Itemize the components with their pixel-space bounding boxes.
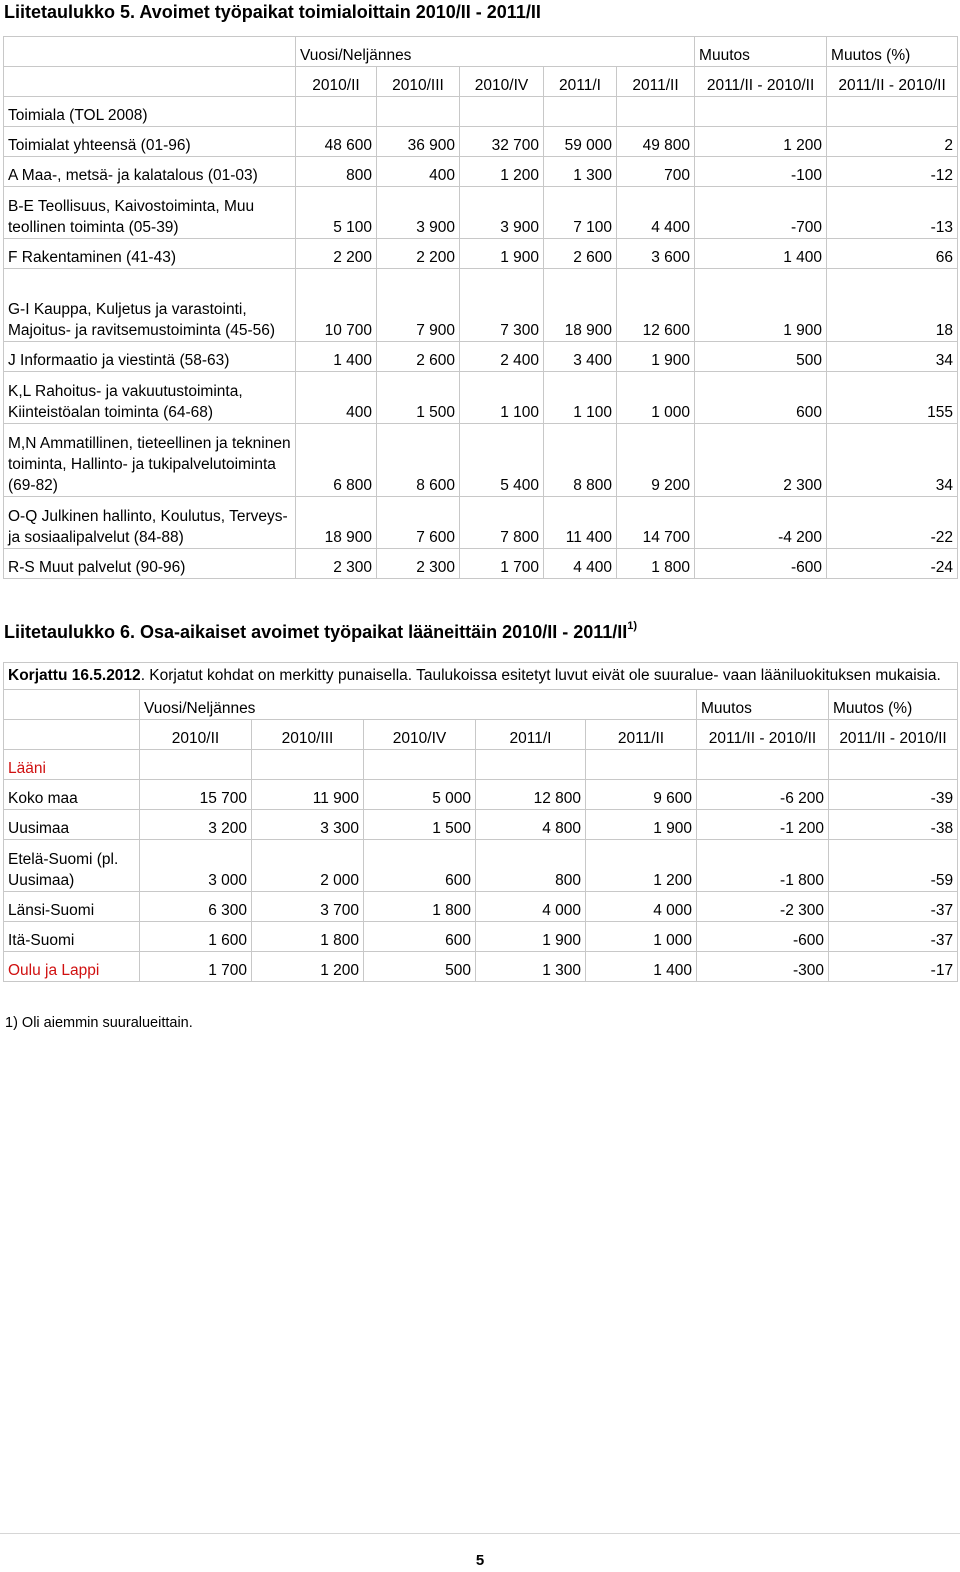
value-cell: 7 600 <box>377 497 460 549</box>
value-cell: 400 <box>377 157 460 187</box>
period-header: 2010/IV <box>364 720 476 750</box>
change-cell: 1 400 <box>695 239 827 269</box>
value-cell: 8 600 <box>377 424 460 497</box>
value-cell: 49 800 <box>617 127 695 157</box>
value-cell: 1 200 <box>460 157 544 187</box>
value-cell: 5 400 <box>460 424 544 497</box>
change-cell: -100 <box>695 157 827 187</box>
change-pct-cell: -39 <box>829 780 958 810</box>
table-row <box>4 187 958 239</box>
value-cell: 2 000 <box>252 840 364 892</box>
row-label: Etelä-Suomi (pl. Uusimaa) <box>4 840 140 892</box>
correction-note: Korjattu 16.5.2012. Korjatut kohdat on merkitty punaisella. Taulukoissa esitetyt luvut eivät ole suuralue- vaan lääniluokituksen mukaisia. <box>4 663 958 690</box>
value-cell: 7 100 <box>544 187 617 239</box>
row-label: J Informaatio ja viestintä (58-63) <box>4 342 296 372</box>
table-row <box>4 342 958 372</box>
change-pct-cell: -37 <box>829 922 958 952</box>
change-cell: -1 800 <box>697 840 829 892</box>
table-row <box>4 497 958 549</box>
value-cell: 12 600 <box>617 269 695 342</box>
value-cell: 9 600 <box>586 780 697 810</box>
corner-cell <box>4 37 296 67</box>
table6 <box>3 662 958 982</box>
value-cell: 1 600 <box>140 922 252 952</box>
value-cell: 1 200 <box>252 952 364 982</box>
change-pct-cell: -59 <box>829 840 958 892</box>
period-header: 2010/IV <box>460 67 544 97</box>
value-cell: 1 500 <box>377 372 460 424</box>
table-row <box>4 157 958 187</box>
change-cell: -4 200 <box>695 497 827 549</box>
value-cell: 1 100 <box>460 372 544 424</box>
table-row <box>4 780 958 810</box>
period-header: 2011/I <box>476 720 586 750</box>
period-header: 2011/II <box>617 67 695 97</box>
value-cell: 6 300 <box>140 892 252 922</box>
value-cell: 7 300 <box>460 269 544 342</box>
value-cell: 1 900 <box>476 922 586 952</box>
table-row <box>4 239 958 269</box>
value-cell: 3 000 <box>140 840 252 892</box>
row-label: Koko maa <box>4 780 140 810</box>
value-cell: 800 <box>476 840 586 892</box>
group-header: Vuosi/Neljännes <box>296 37 695 67</box>
table-row <box>4 549 958 579</box>
value-cell: 600 <box>364 922 476 952</box>
value-cell: 2 200 <box>377 239 460 269</box>
table5 <box>3 36 958 579</box>
change-pct-cell: -38 <box>829 810 958 840</box>
change-cell: 2 300 <box>695 424 827 497</box>
value-cell: 2 300 <box>296 549 377 579</box>
change-pct-header: Muutos (%) <box>827 37 958 67</box>
change-pct-cell: -17 <box>829 952 958 982</box>
table-row <box>4 840 958 892</box>
change-cell: -700 <box>695 187 827 239</box>
change-pct-header: Muutos (%) <box>829 690 958 720</box>
table-row <box>4 810 958 840</box>
change-cell: -6 200 <box>697 780 829 810</box>
value-cell: 800 <box>296 157 377 187</box>
table-row <box>4 424 958 497</box>
value-cell: 1 200 <box>586 840 697 892</box>
value-cell: 1 700 <box>140 952 252 982</box>
row-label: Uusimaa <box>4 810 140 840</box>
period-header: 2011/II <box>586 720 697 750</box>
row-label: Oulu ja Lappi <box>4 952 140 982</box>
period-header: 2010/III <box>252 720 364 750</box>
change-cell: 1 900 <box>695 269 827 342</box>
change-pct-cell: 34 <box>827 424 958 497</box>
value-cell: 2 200 <box>296 239 377 269</box>
row-label: G-I Kauppa, Kuljetus ja varastointi, Majoitus- ja ravitsemustoiminta (45-56) <box>4 269 296 342</box>
row-label: M,N Ammatillinen, tieteellinen ja tekninen toiminta, Hallinto- ja tukipalvelutoiminta (69-82) <box>4 424 296 497</box>
value-cell: 18 900 <box>296 497 377 549</box>
value-cell: 6 800 <box>296 424 377 497</box>
change-pct-period-header: 2011/II - 2010/II <box>829 720 958 750</box>
value-cell: 3 600 <box>617 239 695 269</box>
value-cell: 4 800 <box>476 810 586 840</box>
value-cell: 36 900 <box>377 127 460 157</box>
change-cell: -2 300 <box>697 892 829 922</box>
value-cell: 32 700 <box>460 127 544 157</box>
value-cell: 400 <box>296 372 377 424</box>
value-cell: 2 400 <box>460 342 544 372</box>
value-cell: 1 400 <box>586 952 697 982</box>
table-row <box>4 922 958 952</box>
change-cell: 500 <box>695 342 827 372</box>
value-cell: 1 300 <box>476 952 586 982</box>
change-header: Muutos <box>695 37 827 67</box>
value-cell: 4 400 <box>617 187 695 239</box>
row-header: Toimiala (TOL 2008) <box>4 97 296 127</box>
change-pct-cell: -12 <box>827 157 958 187</box>
value-cell: 1 900 <box>617 342 695 372</box>
value-cell: 4 000 <box>586 892 697 922</box>
row-label: Toimialat yhteensä (01-96) <box>4 127 296 157</box>
footer-divider <box>0 1533 960 1534</box>
value-cell: 7 900 <box>377 269 460 342</box>
change-pct-cell: -24 <box>827 549 958 579</box>
row-label: R-S Muut palvelut (90-96) <box>4 549 296 579</box>
table-row <box>4 127 958 157</box>
value-cell: 15 700 <box>140 780 252 810</box>
change-cell: -1 200 <box>697 810 829 840</box>
change-pct-cell: 34 <box>827 342 958 372</box>
value-cell: 18 900 <box>544 269 617 342</box>
value-cell: 59 000 <box>544 127 617 157</box>
group-header: Vuosi/Neljännes <box>140 690 697 720</box>
value-cell: 48 600 <box>296 127 377 157</box>
value-cell: 1 000 <box>617 372 695 424</box>
footnote: 1) Oli aiemmin suuralueittain. <box>5 1015 193 1031</box>
value-cell: 1 500 <box>364 810 476 840</box>
value-cell: 1 000 <box>586 922 697 952</box>
value-cell: 8 800 <box>544 424 617 497</box>
table5-title: Liitetaulukko 5. Avoimet työpaikat toimialoittain 2010/II - 2011/II <box>4 2 541 22</box>
change-pct-cell: -22 <box>827 497 958 549</box>
value-cell: 1 900 <box>460 239 544 269</box>
value-cell: 3 700 <box>252 892 364 922</box>
value-cell: 12 800 <box>476 780 586 810</box>
value-cell: 500 <box>364 952 476 982</box>
row-label: Itä-Suomi <box>4 922 140 952</box>
value-cell: 2 600 <box>544 239 617 269</box>
change-header: Muutos <box>697 690 829 720</box>
value-cell: 4 000 <box>476 892 586 922</box>
row-label: B-E Teollisuus, Kaivostoiminta, Muu teollinen toiminta (05-39) <box>4 187 296 239</box>
value-cell: 9 200 <box>617 424 695 497</box>
corner-cell <box>4 67 296 97</box>
value-cell: 1 700 <box>460 549 544 579</box>
table6-title: Liitetaulukko 6. Osa-aikaiset avoimet työpaikat lääneittäin 2010/II - 2011/II$^{1)}$ <box>4 620 638 642</box>
value-cell: 2 300 <box>377 549 460 579</box>
period-header: 2011/I <box>544 67 617 97</box>
value-cell: 1 800 <box>617 549 695 579</box>
change-cell: -600 <box>697 922 829 952</box>
corner-cell <box>4 720 140 750</box>
change-pct-period-header: 2011/II - 2010/II <box>827 67 958 97</box>
change-pct-cell: -13 <box>827 187 958 239</box>
value-cell: 5 100 <box>296 187 377 239</box>
value-cell: 5 000 <box>364 780 476 810</box>
value-cell: 10 700 <box>296 269 377 342</box>
row-label: K,L Rahoitus- ja vakuutustoiminta, Kiinteistöalan toiminta (64-68) <box>4 372 296 424</box>
value-cell: 1 900 <box>586 810 697 840</box>
table-row <box>4 952 958 982</box>
value-cell: 3 300 <box>252 810 364 840</box>
change-period-header: 2011/II - 2010/II <box>697 720 829 750</box>
period-header: 2010/II <box>140 720 252 750</box>
value-cell: 14 700 <box>617 497 695 549</box>
value-cell: 3 900 <box>460 187 544 239</box>
change-cell: -300 <box>697 952 829 982</box>
change-pct-cell: -37 <box>829 892 958 922</box>
change-pct-cell: 2 <box>827 127 958 157</box>
value-cell: 2 600 <box>377 342 460 372</box>
value-cell: 7 800 <box>460 497 544 549</box>
row-label: A Maa-, metsä- ja kalatalous (01-03) <box>4 157 296 187</box>
value-cell: 600 <box>364 840 476 892</box>
value-cell: 3 200 <box>140 810 252 840</box>
value-cell: 1 100 <box>544 372 617 424</box>
value-cell: 11 400 <box>544 497 617 549</box>
period-header: 2010/III <box>377 67 460 97</box>
row-header: Lääni <box>4 750 140 780</box>
value-cell: 1 300 <box>544 157 617 187</box>
change-cell: 1 200 <box>695 127 827 157</box>
change-cell: -600 <box>695 549 827 579</box>
row-label: O-Q Julkinen hallinto, Koulutus, Terveys- ja sosiaalipalvelut (84-88) <box>4 497 296 549</box>
row-label: Länsi-Suomi <box>4 892 140 922</box>
value-cell: 1 400 <box>296 342 377 372</box>
page-number: 5 <box>475 1552 485 1569</box>
row-label: F Rakentaminen (41-43) <box>4 239 296 269</box>
period-header: 2010/II <box>296 67 377 97</box>
value-cell: 1 800 <box>252 922 364 952</box>
table-row <box>4 892 958 922</box>
value-cell: 4 400 <box>544 549 617 579</box>
value-cell: 700 <box>617 157 695 187</box>
table-row <box>4 269 958 342</box>
value-cell: 1 800 <box>364 892 476 922</box>
change-period-header: 2011/II - 2010/II <box>695 67 827 97</box>
table-row <box>4 372 958 424</box>
corner-cell <box>4 690 140 720</box>
change-pct-cell: 18 <box>827 269 958 342</box>
value-cell: 3 400 <box>544 342 617 372</box>
change-cell: 600 <box>695 372 827 424</box>
change-pct-cell: 155 <box>827 372 958 424</box>
change-pct-cell: 66 <box>827 239 958 269</box>
value-cell: 3 900 <box>377 187 460 239</box>
value-cell: 11 900 <box>252 780 364 810</box>
